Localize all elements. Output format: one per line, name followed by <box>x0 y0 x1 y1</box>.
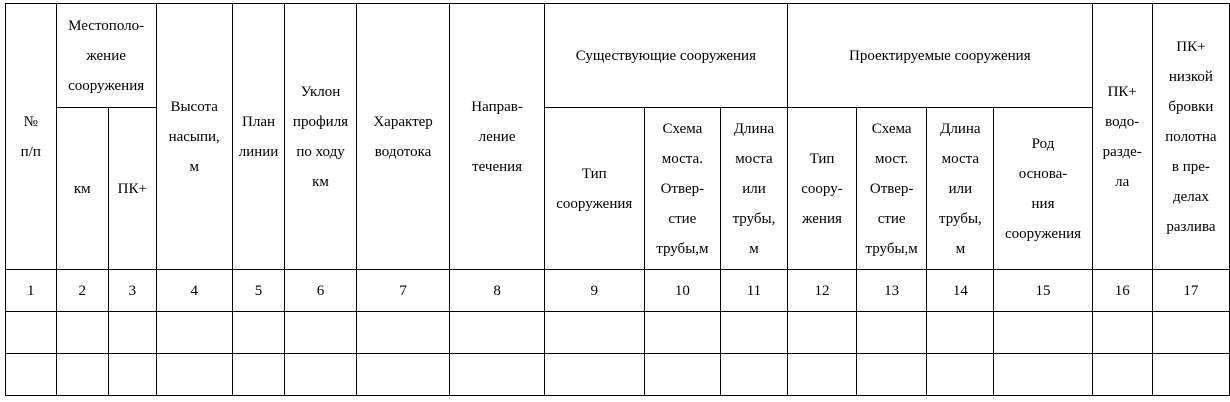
header-col-13: Схема мост. Отвер- стие трубы,м <box>856 108 926 270</box>
column-number: 1 <box>6 270 57 312</box>
column-number: 11 <box>720 270 787 312</box>
header-col-9: Тип сооружения <box>544 108 644 270</box>
table-cell[interactable] <box>544 354 644 396</box>
header-col-10: Схема моста. Отвер- стие трубы,м <box>644 108 720 270</box>
table-cell[interactable] <box>450 312 544 354</box>
header-col-17: ПК+ низкой бровки полотна в пре- делах разлива <box>1152 4 1229 270</box>
column-number: 16 <box>1092 270 1152 312</box>
header-col-4: Высота насыпи, м <box>156 4 232 270</box>
header-col-6: Уклон профиля по ходу км <box>285 4 356 270</box>
header-group-existing: Существующие сооружения <box>544 4 787 108</box>
table-cell[interactable] <box>56 312 108 354</box>
header-col-5: План линии <box>232 4 285 270</box>
table-cell[interactable] <box>788 354 857 396</box>
table-cell[interactable] <box>232 312 285 354</box>
table-row <box>6 312 1230 354</box>
table-cell[interactable] <box>56 354 108 396</box>
column-number: 15 <box>994 270 1092 312</box>
structures-table <box>5 3 1230 396</box>
table-cell[interactable] <box>644 354 720 396</box>
table-cell[interactable] <box>856 354 926 396</box>
table-row <box>6 354 1230 396</box>
table-cell[interactable] <box>544 312 644 354</box>
table-cell[interactable] <box>108 312 156 354</box>
column-number: 9 <box>544 270 644 312</box>
table-cell[interactable] <box>232 354 285 396</box>
table-cell[interactable] <box>6 354 57 396</box>
table-cell[interactable] <box>156 312 232 354</box>
column-number: 17 <box>1152 270 1229 312</box>
table-cell[interactable] <box>788 312 857 354</box>
table-cell[interactable] <box>285 312 356 354</box>
header-col-15: Род основа- ния сооружения <box>994 108 1092 270</box>
header-group-location: Местополо- жение сооружения <box>56 4 156 108</box>
header-col-12: Тип соору- жения <box>788 108 857 270</box>
column-number: 6 <box>285 270 356 312</box>
column-number: 2 <box>56 270 108 312</box>
column-number: 12 <box>788 270 857 312</box>
column-number: 13 <box>856 270 926 312</box>
table-cell[interactable] <box>856 312 926 354</box>
column-number: 4 <box>156 270 232 312</box>
table-cell[interactable] <box>994 312 1092 354</box>
column-number: 5 <box>232 270 285 312</box>
header-group-projected: Проектируемые сооружения <box>788 4 1093 108</box>
column-number: 8 <box>450 270 544 312</box>
header-col-2: км <box>56 108 108 270</box>
table-cell[interactable] <box>927 312 994 354</box>
table-cell[interactable] <box>644 312 720 354</box>
table-cell[interactable] <box>356 354 450 396</box>
table-cell[interactable] <box>156 354 232 396</box>
header-col-7: Характер водотока <box>356 4 450 270</box>
table-cell[interactable] <box>1092 354 1152 396</box>
table-cell[interactable] <box>994 354 1092 396</box>
header-col-14: Длина моста или трубы, м <box>927 108 994 270</box>
table-cell[interactable] <box>1152 354 1229 396</box>
column-number: 10 <box>644 270 720 312</box>
header-col-8: Направ- ление течения <box>450 4 544 270</box>
table-cell[interactable] <box>720 354 787 396</box>
column-number: 14 <box>927 270 994 312</box>
table-cell[interactable] <box>285 354 356 396</box>
table-cell[interactable] <box>108 354 156 396</box>
header-col-3: ПК+ <box>108 108 156 270</box>
table-cell[interactable] <box>1152 312 1229 354</box>
table-cell[interactable] <box>927 354 994 396</box>
table-cell[interactable] <box>720 312 787 354</box>
table-cell[interactable] <box>1092 312 1152 354</box>
header-col-1: № п/п <box>6 4 57 270</box>
table-cell[interactable] <box>6 312 57 354</box>
table-cell[interactable] <box>450 354 544 396</box>
table-cell[interactable] <box>356 312 450 354</box>
column-number-row <box>6 270 1230 312</box>
header-col-11: Длина моста или трубы, м <box>720 108 787 270</box>
header-col-16: ПК+ водо- разде- ла <box>1092 4 1152 270</box>
column-number: 7 <box>356 270 450 312</box>
header-row-top <box>6 4 1230 108</box>
column-number: 3 <box>108 270 156 312</box>
